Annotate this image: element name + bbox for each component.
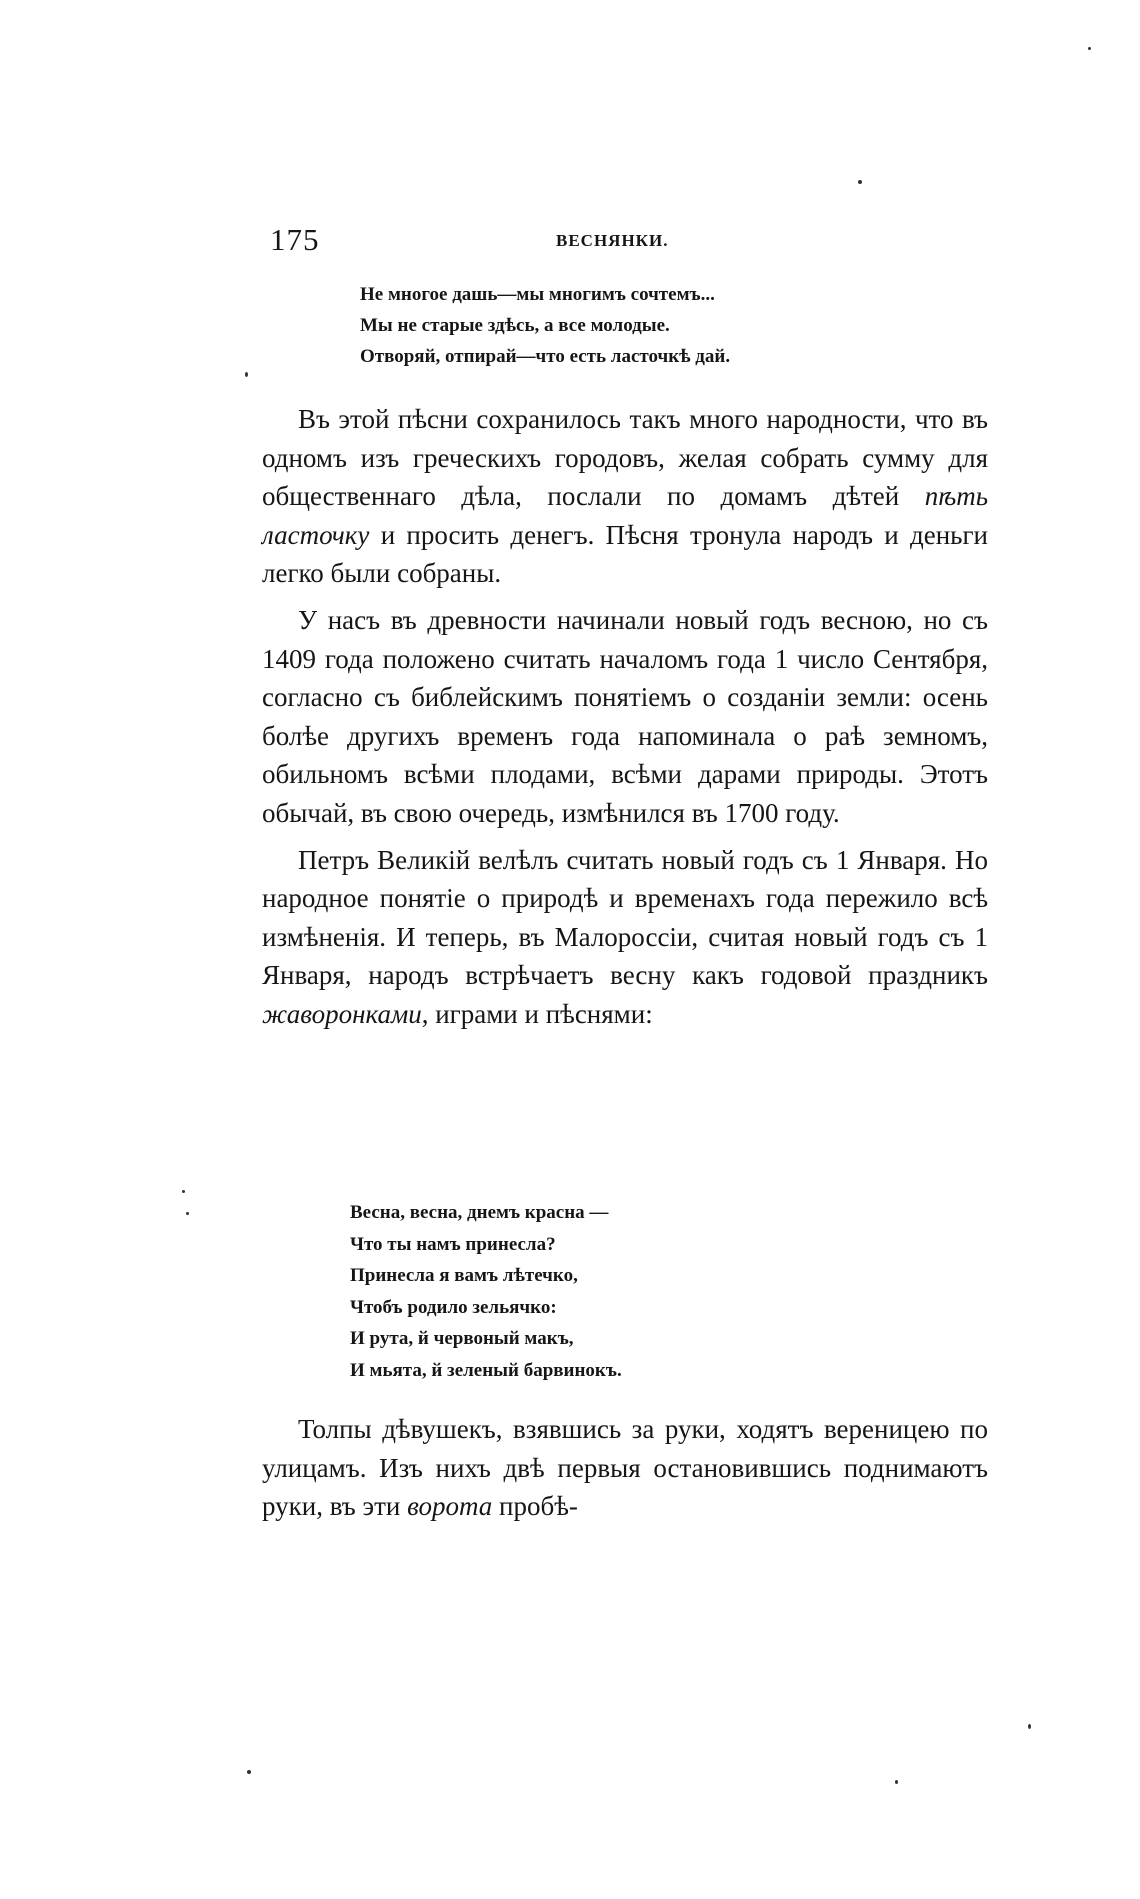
verse-line: И мьята, й зеленый барвинокъ. [350, 1359, 622, 1381]
page-number: 175 [270, 222, 320, 257]
scan-speck [1088, 47, 1091, 50]
verse-line: Что ты намъ принесла? [350, 1233, 556, 1255]
verse-top [360, 279, 730, 372]
scan-speck [247, 1770, 251, 1774]
paragraph: У насъ въ древности начинали новый годъ весною, но съ 1409 года положено считать началомъ года 1 число Сентября, согласно съ библейскимъ понятіемъ о созданіи земли: осень болѣе другихъ временъ года напоминала о раѣ земномъ, обильномъ всѣми плодами, всѣми дарами природы. Этотъ обычай, въ свою очередь, измѣнился въ 1700 году. [262, 604, 988, 828]
verse-line: Принесла я вамъ лѣтечко, [350, 1265, 578, 1286]
running-title: ВЕСНЯНКИ. [556, 231, 669, 250]
verse-line: Весна, весна, днемъ красна — [350, 1202, 609, 1223]
scan-speck [858, 180, 862, 184]
scan-speck [1028, 1724, 1031, 1729]
italic-word: ворота [407, 1491, 493, 1522]
scan-speck [245, 372, 248, 377]
verse-line: Не многое дашь—мы многимъ сочтемъ... [360, 284, 715, 305]
verse-line: Мы не старые здѣсь, а все молодые. [360, 315, 670, 336]
verse-bottom [350, 1197, 622, 1386]
verse-line: И рута, й червоный макъ, [350, 1328, 574, 1349]
verse-line: Отворяй, отпирай—что есть ласточкѣ дай. [360, 346, 731, 367]
verse-line: Чтобъ родило зельячко: [350, 1296, 557, 1318]
paragraph: Петръ Великій велѣлъ считать новый годъ съ 1 Января. Но народное понятіе о природѣ и временахъ года пережило всѣ измѣненія. И теперь, въ Малороссіи, считая новый годъ съ 1 Января, народъ встрѣчаетъ весну какъ годовой праздникъ жаворонками, играми и пѣснями: [262, 844, 988, 1029]
scan-speck [186, 1212, 189, 1215]
closing-text [262, 1410, 988, 1526]
scan-speck [895, 1780, 898, 1784]
body-text [262, 400, 988, 1034]
scan-speck [182, 1190, 185, 1193]
italic-word: жаворонками [262, 998, 422, 1029]
paragraph: Въ этой пѣсни сохранилось такъ много народности, что въ одномъ изъ греческихъ городовъ, желая собрать сумму для общественнаго дѣла, послали по домамъ дѣтей пѣть ласточку и просить денегъ. Пѣсня тронула народъ и деньги легко были собраны. [262, 404, 988, 589]
italic-phrase: пѣть ласточку [262, 481, 988, 550]
paragraph: Толпы дѣвушекъ, взявшись за руки, ходятъ вереницею по улицамъ. Изъ нихъ двѣ первыя остановившись поднимаютъ руки, въ эти ворота пробѣ- [262, 1414, 988, 1522]
